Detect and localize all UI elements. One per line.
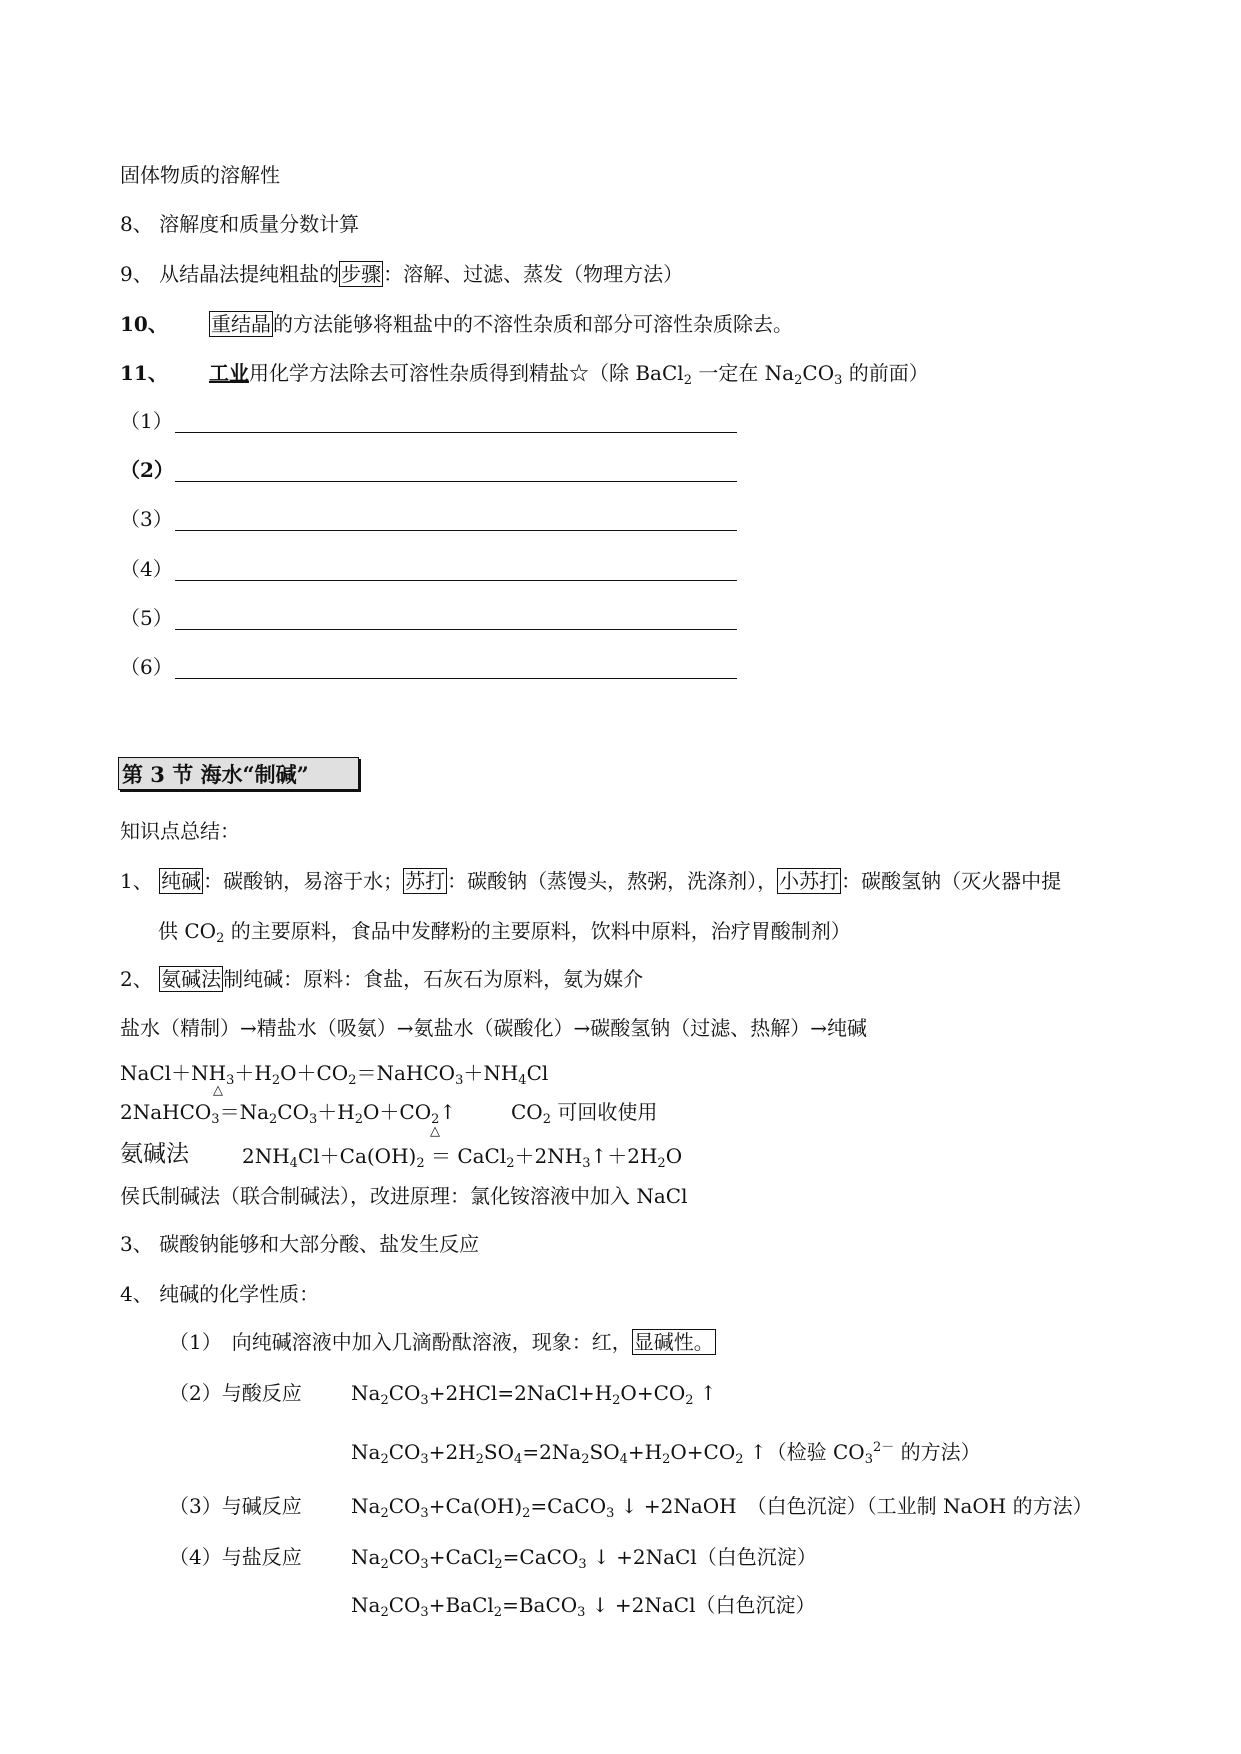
subscript: 的方法） [894, 1440, 981, 1464]
property-3 [169, 1493, 302, 1519]
subscript: CO [511, 1100, 543, 1124]
subscript: O＋CO [280, 1061, 349, 1085]
subscript: （2）与酸反应 [169, 1381, 302, 1405]
equation [120, 1099, 456, 1125]
blank-label: （6） [120, 655, 173, 679]
equation [351, 1380, 717, 1406]
point-1 [120, 868, 1061, 894]
subscript: ＋H [234, 1061, 272, 1085]
subscript: 可回收使用 [550, 1100, 658, 1124]
subscript: 盐水（精制）→精盐水（吸氨）→氨盐水（碳酸化）→碳酸氢钠（过滤、热解）→纯碱 [120, 1016, 868, 1040]
subscript: 供 CO [158, 919, 217, 943]
subscript: 制纯碱：原料：食盐，石灰石为原料，氨为媒介 [223, 967, 644, 991]
subscript: +H [627, 1440, 663, 1464]
subscript: CO [388, 1440, 421, 1464]
blank-label: （4） [120, 556, 173, 581]
subscript: 2 [269, 1112, 278, 1127]
subscript: 侯氏制碱法（联合制碱法），改进原理：氯化铵溶液中加入 NaCl [120, 1184, 688, 1208]
subscript: ↓ +2NaOH （白色沉淀）（工业制 NaOH 的方法） [614, 1494, 1093, 1518]
subscript: 8、 溶解度和质量分数计算 [120, 212, 360, 236]
subscript: =CaCO [530, 1494, 607, 1518]
note [511, 1099, 657, 1125]
subscript: 2 [380, 1506, 389, 1521]
text-span: 工业 [209, 361, 249, 385]
subscript: O [665, 1144, 683, 1168]
blank-label: （3） [120, 507, 173, 532]
subscript: 4 [518, 1073, 527, 1088]
equation [242, 1143, 682, 1169]
equation [120, 1060, 548, 1086]
subscript: +2H [428, 1440, 476, 1464]
item-8 [120, 211, 359, 237]
boxed-term: 纯碱 [161, 869, 202, 893]
text-span: 10、 [120, 312, 168, 336]
blank-line [175, 678, 737, 679]
subscript: （4）与盐反应 [169, 1545, 302, 1569]
subscript: ↑ [439, 1100, 457, 1124]
boxed-term: 小苏打 [779, 869, 840, 893]
point-4 [120, 1281, 319, 1307]
blank-line [175, 530, 737, 531]
subscript: 2 [657, 1156, 666, 1171]
subscript: 2 [683, 373, 692, 388]
subscript: 2 [380, 1605, 389, 1620]
subscript: 3 [420, 1393, 429, 1408]
subscript: 2 [475, 1452, 484, 1467]
subscript: 3 [834, 373, 843, 388]
equation [351, 1439, 981, 1465]
subscript: ↑（检验 CO [743, 1440, 865, 1464]
subscript: 3 [211, 1112, 220, 1127]
item-11-number [120, 360, 168, 386]
subscript: Na [351, 1494, 381, 1518]
subscript: 2 [380, 1557, 389, 1572]
subscript: 3 [420, 1557, 429, 1572]
label [120, 1141, 189, 1167]
subscript: （1） 向纯碱溶液中加入几滴酚酞溶液，现象：红， [169, 1330, 632, 1354]
subscript: 2、 [120, 967, 160, 991]
process-flow [120, 1015, 867, 1041]
subscript: 3 [455, 1073, 464, 1088]
property-1 [169, 1329, 716, 1355]
property-4 [169, 1544, 302, 1570]
subscript: 3 [582, 1156, 591, 1171]
equation [351, 1544, 817, 1570]
subscript: ↓ +2NaCl（白色沉淀） [585, 1593, 816, 1617]
subscript: ：碳酸氢钠（灭火器中提 [841, 869, 1062, 893]
subscript: O+CO [620, 1381, 686, 1405]
subscript: 2 [271, 1073, 281, 1088]
subscript: CO [388, 1545, 421, 1569]
item-10-number [120, 311, 168, 337]
text-line [120, 162, 280, 188]
blank-line [175, 481, 737, 482]
subscript: ＋2NH [514, 1144, 583, 1168]
subscript: Cl [526, 1061, 549, 1085]
subscript: 用化学方法除去可溶性杂质得到精盐☆（除 BaCl [249, 361, 684, 385]
subscript: ＝Na [219, 1100, 270, 1124]
subscript: Na [351, 1545, 381, 1569]
subscript: +BaCl [428, 1593, 494, 1617]
subscript: Na [351, 1440, 381, 1464]
subscript: 3 [226, 1073, 235, 1088]
subscript: 2NH [242, 1144, 290, 1168]
subscript: CO [388, 1593, 421, 1617]
subscript: SO [589, 1440, 620, 1464]
subscript: ↑＋2H [590, 1144, 658, 1168]
subscript: 9、 从结晶法提纯粗盐的 [120, 262, 340, 286]
subscript: ↑ [693, 1381, 717, 1405]
subscript: 2 [522, 1506, 531, 1521]
subscript: ↓ +2NaCl（白色沉淀） [586, 1545, 817, 1569]
subscript: 3 [606, 1506, 615, 1521]
subscript: 的方法能够将粗盐中的不溶性杂质和部分可溶性杂质除去。 [273, 312, 793, 336]
subscript: +2HCl=2NaCl+H [428, 1381, 613, 1405]
subscript: 知识点总结： [120, 819, 240, 843]
blank-label: （1） [120, 409, 173, 433]
subscript: 3 [420, 1605, 429, 1620]
subscript: 2 [662, 1452, 671, 1467]
blank-line [175, 629, 737, 630]
heat-symbol: △ [213, 1083, 223, 1098]
subscript: 2 [431, 1112, 440, 1127]
subscript: ＝ CaCl [424, 1144, 507, 1168]
subscript: 的主要原料，食品中发酵粉的主要原料，饮料中原料，治疗胃酸制剂） [224, 919, 851, 943]
subscript: +Ca(OH) [428, 1494, 523, 1518]
boxed-term: 步骤 [341, 262, 382, 286]
subscript: 3 [578, 1557, 587, 1572]
section-title: 第 3 节 海水“制碱” [118, 757, 359, 790]
subscript: 3、 碳酸钠能够和大部分酸、盐发生反应 [120, 1232, 480, 1256]
subscript: Cl＋Ca(OH) [297, 1144, 417, 1168]
subscript: 2NaHCO [120, 1100, 212, 1124]
text-span: 11、 [120, 361, 168, 385]
text-line [120, 1183, 687, 1209]
subscript: （3）与碱反应 [169, 1494, 302, 1518]
subscript: ＋NH [463, 1061, 519, 1085]
subscript: =2Na [522, 1440, 582, 1464]
subscript: ：碳酸钠，易溶于水； [203, 869, 404, 893]
subscript: 4 [619, 1452, 628, 1467]
subscript: 4 [514, 1452, 523, 1467]
subscript: 2 [493, 1605, 503, 1620]
subscript: ＝NaHCO [356, 1061, 456, 1085]
item-9 [120, 261, 683, 287]
subscript: =BaCO [502, 1593, 578, 1617]
subscript: 2 [542, 1112, 551, 1127]
subscript: 2 [354, 1112, 364, 1127]
boxed-term: 显碱性。 [633, 1330, 714, 1354]
subscript: 3 [864, 1452, 873, 1467]
subscript: 一定在 Na [691, 361, 795, 385]
subscript: 2 [494, 1557, 503, 1572]
subscript: 2 [416, 1156, 425, 1171]
subscript: =CaCO [502, 1545, 579, 1569]
blank-label: （2） [120, 458, 174, 483]
boxed-term: 氨碱法 [161, 967, 222, 991]
subscript: 2 [794, 373, 803, 388]
subscript: 2 [216, 931, 225, 946]
item-11 [209, 360, 929, 386]
subscript: CO [388, 1381, 421, 1405]
subscript: 的前面） [842, 361, 929, 385]
subscript: O+CO [670, 1440, 736, 1464]
subscript: CO [388, 1494, 421, 1518]
subscript: ＋H [317, 1100, 355, 1124]
subscript: 2 [685, 1393, 694, 1408]
boxed-term: 苏打 [405, 869, 446, 893]
subscript: Na [351, 1593, 381, 1617]
subscript: ：溶解、过滤、蒸发（物理方法） [383, 262, 684, 286]
subscript: O＋CO [363, 1100, 432, 1124]
point-1-cont [158, 918, 851, 944]
blank-label: （5） [120, 605, 173, 630]
subscript: 2 [380, 1393, 389, 1408]
text-span: 氨碱法 [120, 1141, 189, 1167]
subscript: CO [802, 361, 835, 385]
subscript: 4、 纯碱的化学性质： [120, 1282, 320, 1306]
subscript: +CaCl [428, 1545, 495, 1569]
subscript: 1、 [120, 869, 160, 893]
subscript: ：碳酸钠（蒸馒头，熬粥，洗涤剂）， [447, 869, 778, 893]
subscript: 3 [420, 1506, 429, 1521]
subscript: NaCl＋NH [120, 1061, 227, 1085]
equation [351, 1592, 816, 1618]
heat-symbol: △ [430, 1124, 440, 1139]
subscript: Na [351, 1381, 381, 1405]
subscript: 2 [506, 1156, 515, 1171]
point-2 [120, 966, 643, 992]
superscript: 2－ [872, 1440, 895, 1455]
subscript: CO [277, 1100, 309, 1124]
subscript: 2 [581, 1452, 590, 1467]
subscript: 2 [348, 1073, 357, 1088]
subscript: 4 [289, 1156, 298, 1171]
blank-line [175, 580, 737, 581]
equation [351, 1493, 1093, 1519]
summary-heading [120, 818, 240, 844]
item-10 [209, 311, 793, 337]
blank-line [175, 432, 737, 433]
boxed-term: 重结晶 [211, 312, 271, 336]
point-3 [120, 1231, 479, 1257]
subscript: 3 [420, 1452, 429, 1467]
subscript: 3 [577, 1605, 586, 1620]
property-2 [169, 1380, 302, 1406]
subscript: SO [483, 1440, 515, 1464]
subscript: 2 [612, 1393, 621, 1408]
subscript: 2 [735, 1452, 744, 1467]
subscript: 3 [309, 1112, 318, 1127]
subscript: 2 [380, 1452, 389, 1467]
subscript: 固体物质的溶解性 [120, 163, 280, 187]
